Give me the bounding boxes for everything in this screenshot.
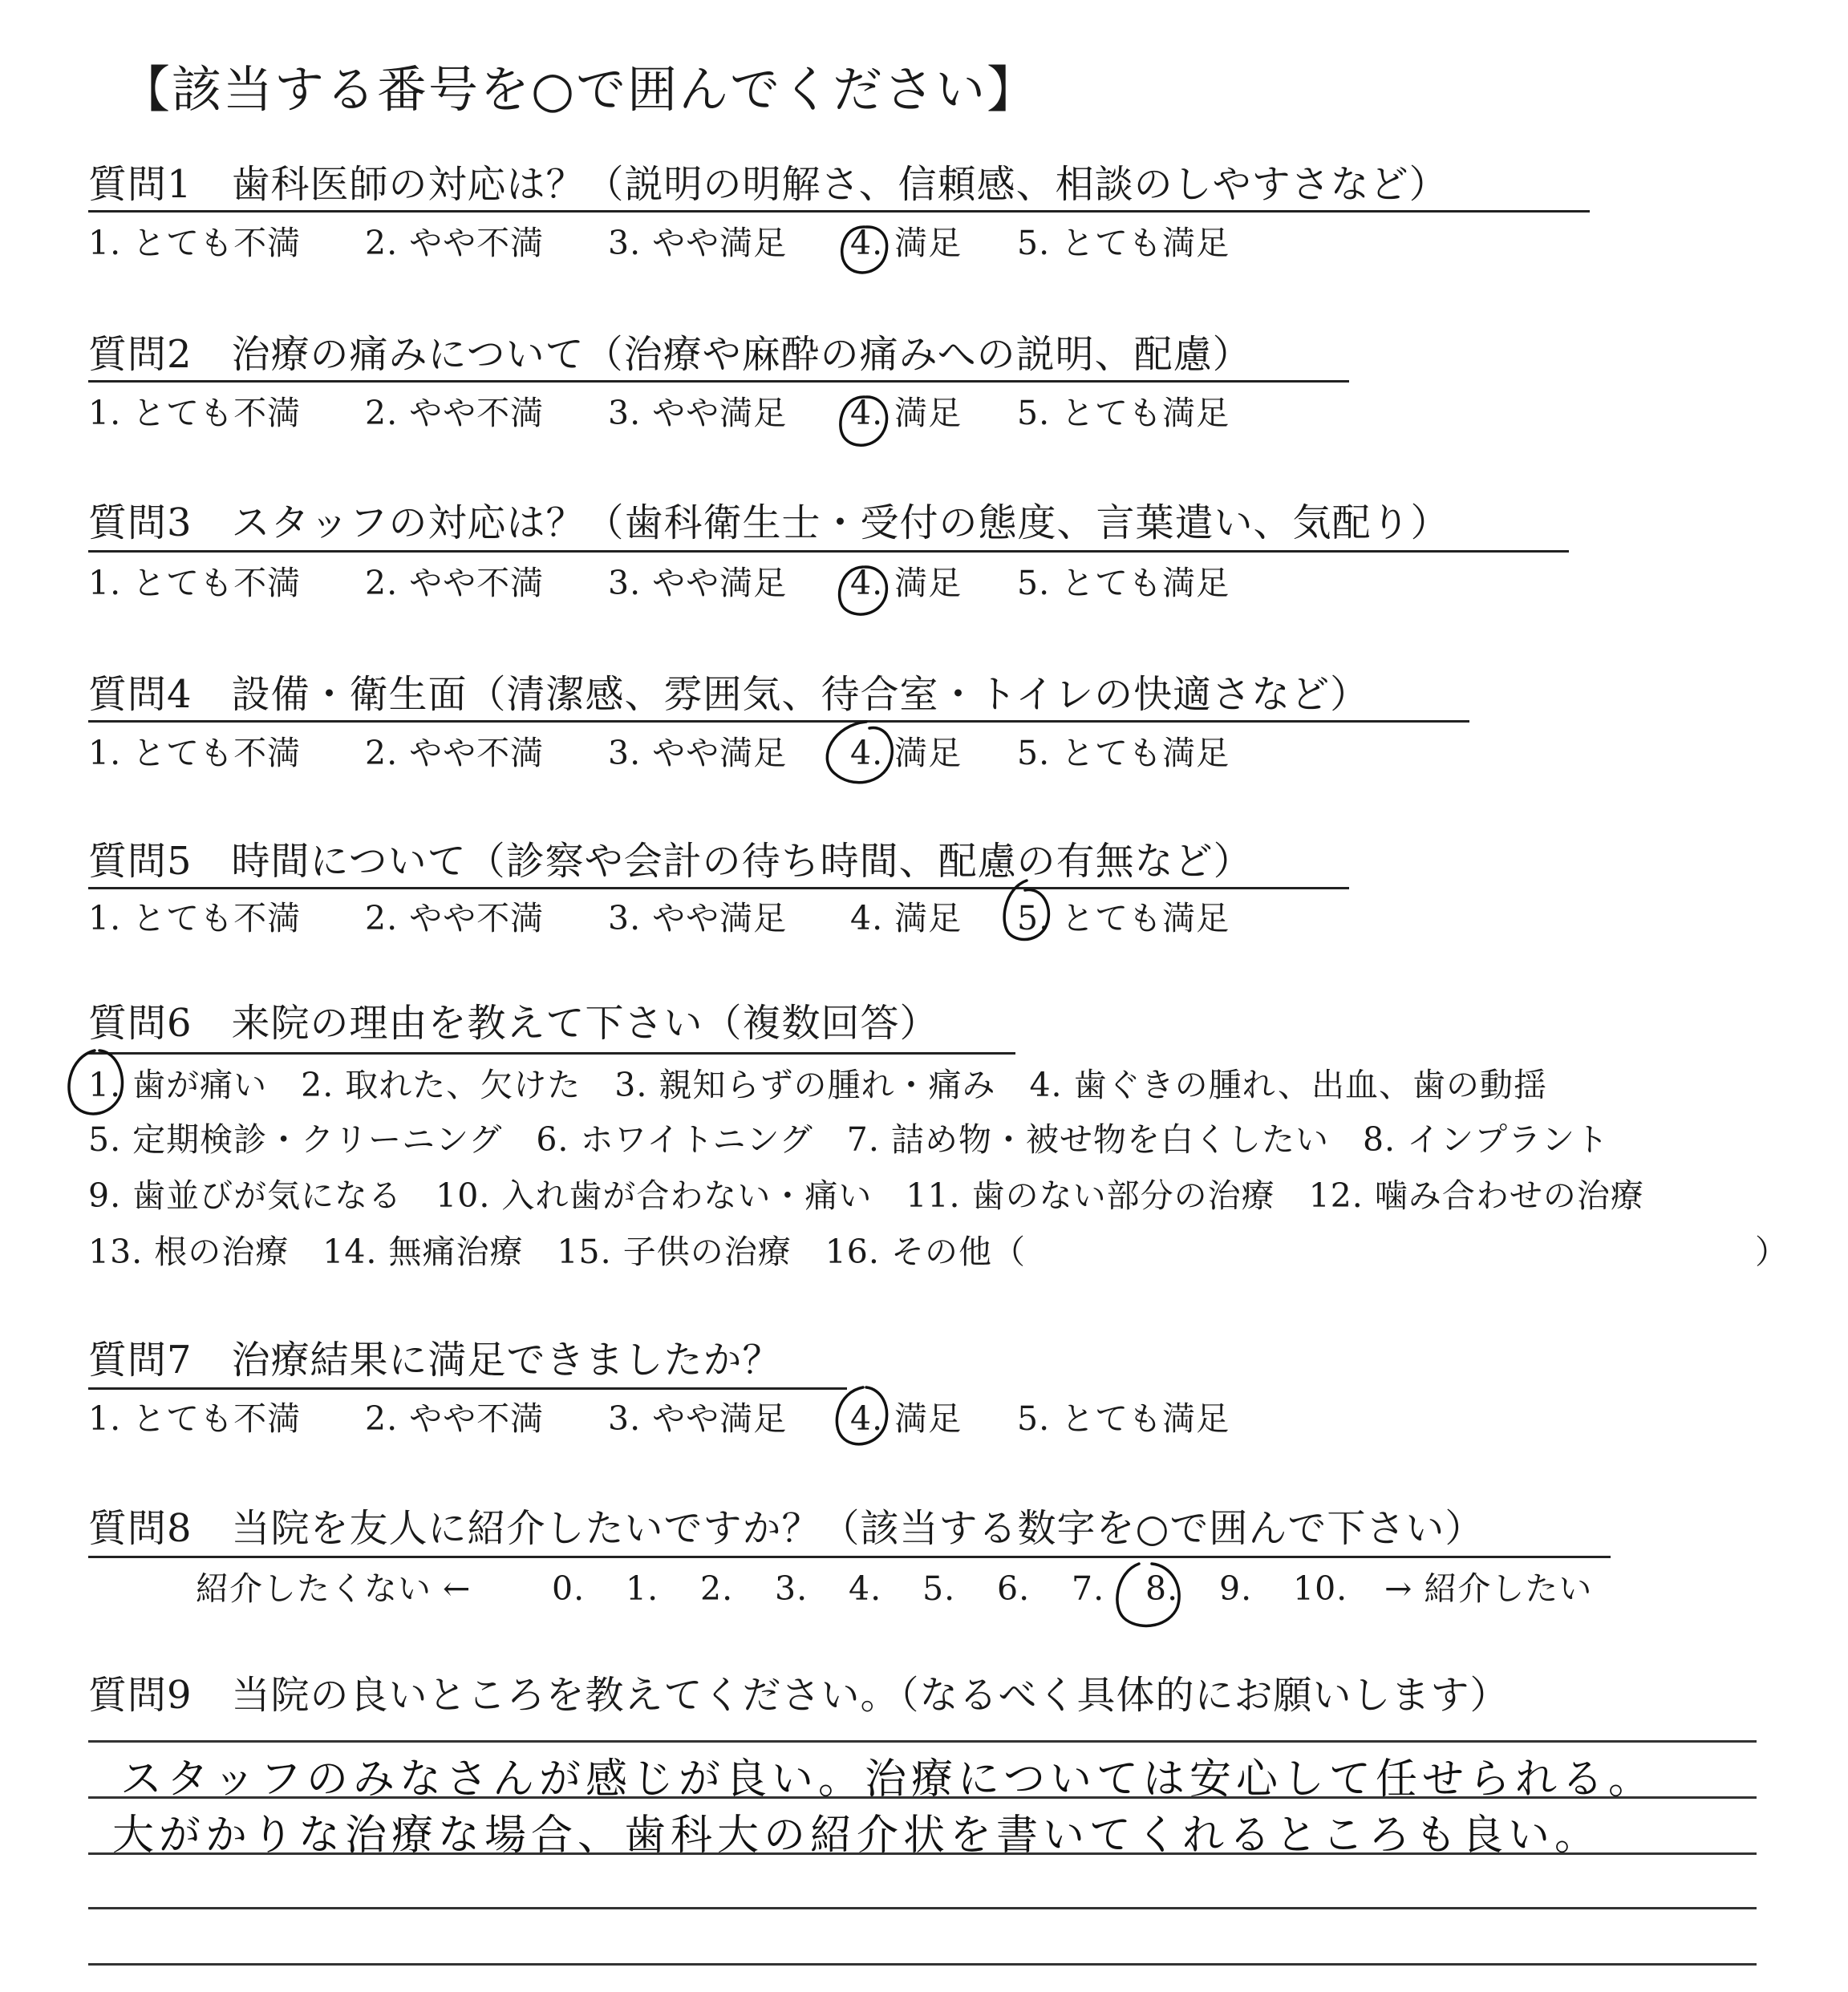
- question-3-title: 質問3 スタッフの対応は？（歯科衛生士・受付の態度、言葉遣い、気配り）: [88, 500, 1450, 545]
- q4-option-5[interactable]: 5. とても満足: [1017, 734, 1230, 772]
- q8-scale-3[interactable]: 3.: [775, 1569, 808, 1608]
- form-header: 【該当する番号を○で囲んでください】: [120, 60, 1039, 119]
- q8-scale-9[interactable]: 9.: [1219, 1569, 1253, 1608]
- q6-options-row-1[interactable]: 1. 歯が痛い 2. 取れた、欠けた 3. 親知らずの腫れ・痛み 4. 歯ぐきの腫れ、出血、歯の動揺: [88, 1066, 1548, 1104]
- q4-option-1[interactable]: 1. とても不満: [88, 734, 302, 772]
- q2-option-3[interactable]: 3. やや満足: [608, 394, 788, 432]
- question-1-underline: [88, 210, 1590, 213]
- q1-option-3[interactable]: 3. やや満足: [608, 224, 788, 262]
- q8-scale-0[interactable]: 0.: [552, 1569, 586, 1608]
- q5-option-2[interactable]: 2. やや不満: [365, 899, 545, 937]
- q6-options-row-3[interactable]: 9. 歯並びが気になる 10. 入れ歯が合わない・痛い 11. 歯のない部分の治療 12. 噛み合わせの治療: [88, 1176, 1644, 1215]
- q2-option-5[interactable]: 5. とても満足: [1017, 394, 1230, 432]
- q7-option-3[interactable]: 3. やや満足: [608, 1399, 788, 1438]
- question-7-underline: [88, 1387, 847, 1390]
- q3-option-5[interactable]: 5. とても満足: [1017, 564, 1230, 602]
- q8-scale-4[interactable]: 4.: [849, 1569, 882, 1608]
- q8-scale-6[interactable]: 6.: [997, 1569, 1031, 1608]
- q8-scale-10[interactable]: 10.: [1293, 1569, 1348, 1608]
- question-5-underline: [88, 887, 1349, 889]
- q1-option-1[interactable]: 1. とても不満: [88, 224, 302, 262]
- q6-other-close-paren: ）: [1755, 1233, 1789, 1271]
- question-8-underline: [88, 1556, 1611, 1558]
- question-9-title: 質問9 当院の良いところを教えてください。（なるべく具体的にお願いします）: [88, 1673, 1510, 1718]
- answer-rule-line: [88, 1907, 1757, 1909]
- question-2-underline: [88, 380, 1349, 383]
- q8-scale-1[interactable]: 1.: [626, 1569, 659, 1608]
- q1-option-4[interactable]: 4. 満足: [850, 224, 962, 262]
- q5-option-5[interactable]: 5. とても満足: [1017, 899, 1230, 937]
- q7-option-1[interactable]: 1. とても不満: [88, 1399, 302, 1438]
- q8-scale-2[interactable]: 2.: [700, 1569, 734, 1608]
- q3-option-3[interactable]: 3. やや満足: [608, 564, 788, 602]
- q5-option-4[interactable]: 4. 満足: [850, 899, 962, 937]
- q4-option-2[interactable]: 2. やや不満: [365, 734, 545, 772]
- question-3-underline: [88, 550, 1569, 553]
- question-7-title: 質問7 治療結果に満足できましたか？: [88, 1338, 782, 1383]
- q2-option-2[interactable]: 2. やや不満: [365, 394, 545, 432]
- q8-scale-8[interactable]: 8.: [1145, 1569, 1179, 1608]
- answer-rule-line: [88, 1740, 1757, 1743]
- q8-right-label: → 紹介したい: [1384, 1569, 1593, 1608]
- q8-scale-7[interactable]: 7.: [1072, 1569, 1105, 1608]
- question-2-title: 質問2 治療の痛みについて（治療や麻酔の痛みへの説明、配慮）: [88, 332, 1252, 377]
- q7-option-5[interactable]: 5. とても満足: [1017, 1399, 1230, 1438]
- q4-option-3[interactable]: 3. やや満足: [608, 734, 788, 772]
- q8-scale-5[interactable]: 5.: [922, 1569, 956, 1608]
- q3-option-2[interactable]: 2. やや不満: [365, 564, 545, 602]
- question-6-title: 質問6 来院の理由を教えて下さい（複数回答）: [88, 1001, 939, 1046]
- answer-rule-line: [88, 1963, 1757, 1966]
- q1-option-5[interactable]: 5. とても満足: [1017, 224, 1230, 262]
- q1-option-2[interactable]: 2. やや不満: [365, 224, 545, 262]
- question-1-title: 質問1 歯科医師の対応は？（説明の明解さ、信頼感、相談のしやすさなど）: [88, 162, 1449, 207]
- q7-option-4[interactable]: 4. 満足: [850, 1399, 962, 1438]
- question-4-underline: [88, 720, 1469, 723]
- q5-option-3[interactable]: 3. やや満足: [608, 899, 788, 937]
- question-5-title: 質問5 時間について（診察や会計の待ち時間、配慮の有無など）: [88, 839, 1253, 884]
- q9-answer-line-2[interactable]: 大がかりな治療な場合、歯科大の紹介状を書いてくれるところも良い。: [112, 1812, 1602, 1860]
- q4-option-4[interactable]: 4. 満足: [850, 734, 962, 772]
- question-4-title: 質問4 設備・衛生面（清潔感、雰囲気、待合室・トイレの快適さなど）: [88, 672, 1370, 717]
- q3-option-4[interactable]: 4. 満足: [850, 564, 962, 602]
- q2-option-4[interactable]: 4. 満足: [850, 394, 962, 432]
- q2-option-1[interactable]: 1. とても不満: [88, 394, 302, 432]
- q5-option-1[interactable]: 1. とても不満: [88, 899, 302, 937]
- q6-options-row-4[interactable]: 13. 根の治療 14. 無痛治療 15. 子供の治療 16. その他（: [88, 1233, 1026, 1271]
- question-8-title: 質問8 当院を友人に紹介したいですか？（該当する数字を○で囲んで下さい）: [88, 1506, 1485, 1551]
- q9-answer-line-1[interactable]: スタッフのみなさんが感じが良い。治療については安心して任せられる。: [120, 1755, 1655, 1804]
- question-6-underline: [88, 1052, 1015, 1055]
- q3-option-1[interactable]: 1. とても不満: [88, 564, 302, 602]
- q6-options-row-2[interactable]: 5. 定期検診・クリーニング 6. ホワイトニング 7. 詰め物・被せ物を白くしたい 8. インプラント: [88, 1120, 1610, 1159]
- q8-left-label: 紹介したくない ←: [196, 1569, 472, 1608]
- q7-option-2[interactable]: 2. やや不満: [365, 1399, 545, 1438]
